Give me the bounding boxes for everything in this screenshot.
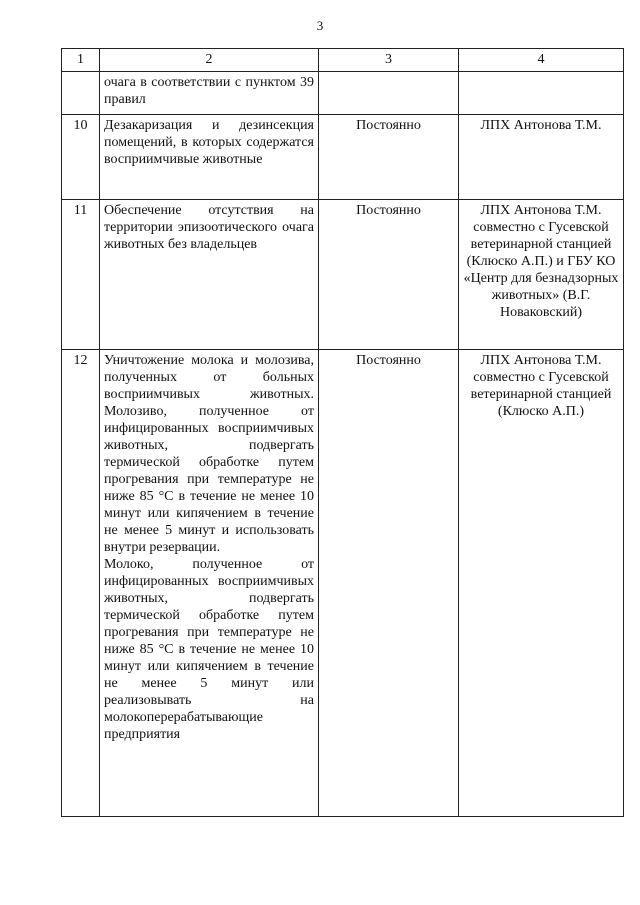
- responsible-text: ЛПХ Антонова Т.М.: [459, 115, 624, 200]
- term-text: Постоянно: [319, 115, 459, 200]
- table-row: [62, 350, 624, 817]
- measure-text: [100, 115, 319, 200]
- header-col-1: 1: [62, 49, 100, 72]
- table-row: [62, 200, 624, 350]
- responsible-text: ЛПХ Антонова Т.М. совместно с Гусевской ветеринарной станцией (Клюско А.П.): [459, 350, 624, 817]
- table-header-row: [62, 49, 624, 72]
- measures-table: [61, 48, 624, 817]
- header-col-4: 4: [459, 49, 624, 72]
- measure-text: [100, 200, 319, 350]
- measure-paragraph: Молоко, полученное от инфицированных восприимчивых животных, подвергать термической обработке путем прогревания при температуре не ниже 85 °C в течение не менее 10 минут или кипячением в течение не менее 5 минут или реализовывать на молокоперерабатывающие предприятия: [104, 557, 314, 742]
- term-text: [319, 72, 459, 115]
- measure-paragraph: Дезакаризация и дезинсекция помещений, в которых содержатся восприимчивые животные: [104, 118, 314, 167]
- term-text: Постоянно: [319, 350, 459, 817]
- page-number: 3: [316, 18, 324, 33]
- header-col-3: 3: [319, 49, 459, 72]
- header-col-2: 2: [100, 49, 319, 72]
- responsible-text: [459, 72, 624, 115]
- row-number: 10: [62, 115, 100, 200]
- measure-paragraph: Обеспечение отсутствия на территории эпизоотического очага животных без владельцев: [104, 203, 314, 252]
- term-text: Постоянно: [319, 200, 459, 350]
- row-number: 11: [62, 200, 100, 350]
- row-number: 12: [62, 350, 100, 817]
- measure-text: [100, 72, 319, 115]
- table-row: [62, 72, 624, 115]
- measure-paragraph: очага в соответствии с пунктом 39 правил: [104, 75, 314, 107]
- measure-paragraph: Уничтожение молока и молозива, полученных от больных восприимчивых животных. Молозиво, полученное от инфицированных восприимчивых животных, подвергать термической обработке путем прогревания при температуре не ниже 85 °C в течение не менее 10 минут или кипячением в течение не менее 5 минут и использовать внутри резервации.: [104, 353, 314, 555]
- responsible-text: ЛПХ Антонова Т.М. совместно с Гусевской ветеринарной станцией (Клюско А.П.) и ГБУ КО «Центр для безнадзорных животных» (В.Г. Новаковский): [459, 200, 624, 350]
- measure-text: [100, 350, 319, 817]
- table-row: [62, 115, 624, 200]
- row-number: [62, 72, 100, 115]
